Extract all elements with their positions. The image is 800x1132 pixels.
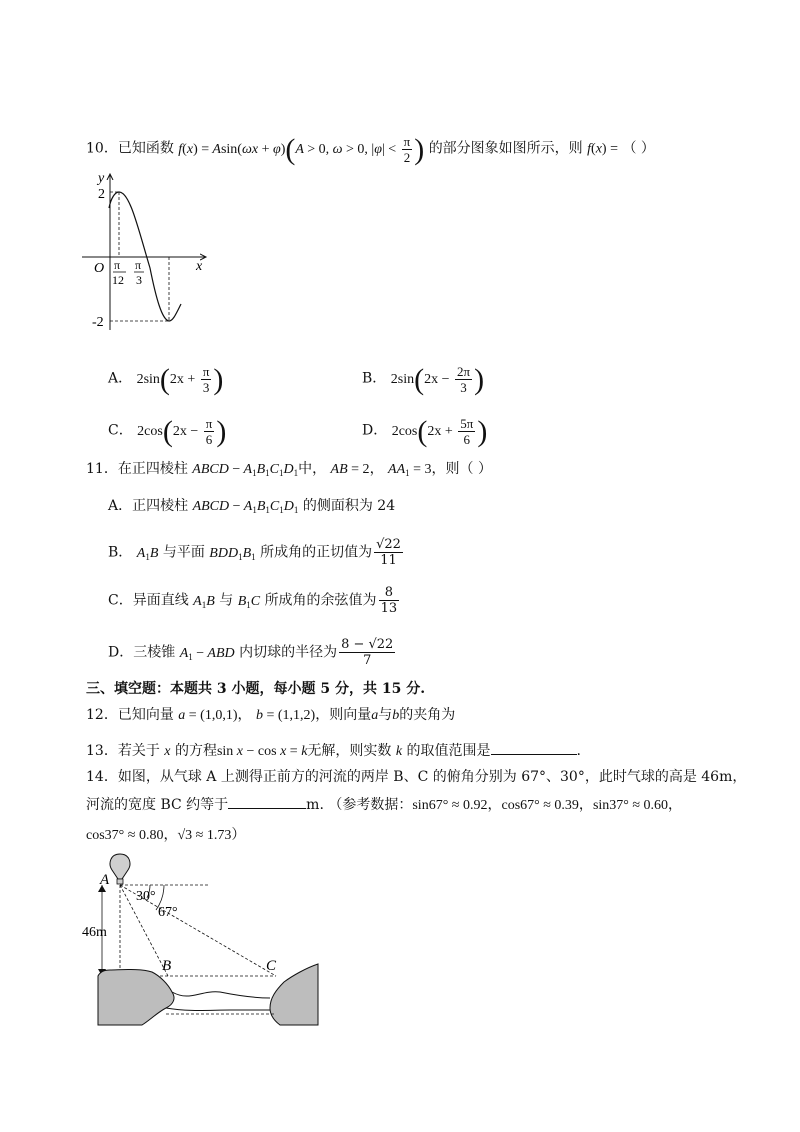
- option-label: A．: [108, 370, 133, 387]
- q14-ref-cos67: cos67° ≈ 0.39，: [501, 798, 593, 813]
- q11-number: 11．: [86, 461, 118, 477]
- option-inner: 2x −: [424, 371, 450, 387]
- section3-title: 三、填空题：本题共 3 小题，每小题 5 分，共 15 分.: [86, 681, 426, 697]
- option-label: C．: [108, 422, 133, 439]
- option-inner: 2x −: [172, 423, 199, 439]
- q14-line2: [86, 794, 682, 816]
- option-den: 6: [463, 432, 471, 447]
- q10-stem-pre: 已知函数: [117, 140, 174, 157]
- q10-fx: f(x) =: [587, 141, 618, 157]
- q14-ref-cos37: cos37° ≈ 0.80，: [86, 828, 178, 843]
- q10-stem: [86, 134, 655, 165]
- q11-option-d[interactable]: D．三棱锥 $A_1$ − ABD 内切球的半径为 $\frac{8 - √22}{7}$: [108, 637, 394, 668]
- q14-line1-text: 如图，从气球 A 上测得正前方的河流的两岸 B、C 的俯角分别为 67°、30°，此时气球的高是 46m，: [117, 769, 747, 785]
- y-axis-label: y: [98, 171, 105, 186]
- balloon-icon: [110, 854, 130, 879]
- q13-mid: 的方程: [174, 743, 217, 759]
- option-label: B．: [108, 544, 133, 561]
- option-label: B．: [362, 370, 387, 387]
- q13-end: .: [576, 743, 581, 759]
- q12-mid: ，则向量: [315, 707, 372, 723]
- q10-option-b[interactable]: B． 2sin(2x − $\frac{2\pi}{3}$ ): [362, 362, 485, 396]
- q10-option-c[interactable]: C． 2cos(2x − $\frac{\pi}{6}$ ): [108, 414, 227, 448]
- angle-30: 30°: [136, 889, 156, 904]
- option-label: D．: [362, 422, 388, 439]
- tick2-num: π: [135, 258, 142, 272]
- q14-ref-sqrt3: √3 ≈ 1.73）: [177, 828, 246, 843]
- q10-number: 10．: [86, 140, 118, 157]
- q14-line2-pre: 河流的宽度 BC 约等于: [86, 797, 229, 813]
- q10-answer-paren: （ ）: [622, 140, 655, 157]
- tick1-den: 12: [112, 273, 124, 287]
- q12-number: 12．: [86, 707, 118, 723]
- tick1-num: π: [114, 258, 121, 272]
- y-max-label: 2: [98, 187, 105, 202]
- option-func: 2cos: [137, 423, 163, 439]
- option-den: 6: [205, 432, 213, 447]
- q11-option-c[interactable]: C．异面直线 $A_1B$ 与 $B_1C$ 所成角的余弦值为 $\frac{8}{13}$: [108, 585, 398, 616]
- q11-stem: [86, 459, 492, 483]
- q11-stem-d: ，则（ ）: [431, 461, 492, 477]
- option-pre: 异面直线: [132, 592, 189, 609]
- q12: 12．已知向量 a = (1,0,1)， b = (1,1,2)，则向量a与b的夹角为: [86, 707, 456, 723]
- q13-post: 的取值范围是: [406, 743, 491, 759]
- q13-pre: 若关于: [117, 743, 160, 759]
- q11-aa1: $AA_1 = 3$: [388, 462, 432, 478]
- option-den: 3: [202, 380, 210, 395]
- q14-ref-sin67: sin67° ≈ 0.92，: [412, 798, 502, 813]
- option-inner: 2x +: [169, 371, 196, 387]
- angle-67: 67°: [158, 905, 178, 920]
- y-min-label: -2: [92, 315, 104, 330]
- q10-option-a[interactable]: A． 2sin(2x + $\frac{\pi}{3}$ ): [108, 362, 224, 396]
- option-pre: 三棱锥: [133, 644, 176, 661]
- x-axis-label: x: [196, 259, 203, 274]
- label-c: C: [266, 958, 277, 974]
- q14-number: 14．: [86, 769, 118, 785]
- option-num: 2π: [457, 364, 471, 379]
- origin-label: O: [94, 261, 105, 276]
- q12-and: 与: [378, 707, 393, 723]
- q14-line3: [86, 825, 245, 846]
- height-46m: 46m: [82, 925, 107, 940]
- option-post: 内切球的半径为: [239, 644, 338, 661]
- option-num: π: [205, 416, 213, 431]
- option-inner: 2x +: [427, 423, 453, 439]
- q11-prism: ABCD − $A_1B_1C_1D_1$: [192, 462, 299, 478]
- label-b: B: [162, 958, 172, 974]
- q10-stem-post: 的部分图象如图所示，则: [428, 140, 583, 157]
- q12-post: 的夹角为: [399, 707, 456, 723]
- option-pre: 正四棱柱: [132, 498, 189, 514]
- q12-pre: 已知向量: [117, 707, 174, 723]
- q14-ref-sin37: sin37° ≈ 0.60，: [592, 798, 683, 813]
- option-func: 2cos: [391, 423, 418, 439]
- q11-stem-a: 在正四棱柱: [117, 461, 188, 477]
- option-label: A．: [108, 498, 133, 514]
- q14-line1: [86, 767, 746, 787]
- q14-figure: [80, 852, 320, 1032]
- q11-ab: AB = 2: [330, 462, 370, 477]
- option-func: 2sin: [136, 371, 160, 387]
- q13: 13．若关于 x 的方程sin x − cos x = k无解，则实数 k 的取值范围是 .: [86, 740, 581, 762]
- q10-function-formula: f(x) = Asin(ωx + φ)(A > 0, ω > 0, |φ| < $\frac{\pi}{2}$ ): [178, 132, 425, 166]
- q10-option-d[interactable]: D． 2cos(2x + $\frac{5\pi}{6}$ ): [362, 414, 488, 448]
- option-post: 的侧面积为 24: [302, 498, 396, 514]
- q11-stem-c: ，: [369, 461, 384, 477]
- q13-mid2: 无解，则实数: [307, 743, 392, 759]
- option-post: 所成角的余弦值为: [264, 592, 377, 609]
- option-label: C．: [108, 592, 133, 609]
- q10-graph: [78, 168, 218, 338]
- option-mid: 与: [219, 592, 234, 609]
- q14-answer-blank[interactable]: [228, 794, 306, 809]
- q11-stem-b: 中，: [298, 461, 327, 477]
- q13-number: 13．: [86, 743, 118, 759]
- option-post: 所成角的正切值为: [260, 544, 373, 561]
- option-mid: 与平面: [162, 544, 205, 561]
- option-num: 5π: [460, 416, 474, 431]
- q11-option-b[interactable]: B． $A_1B$ 与平面 $BDD_1B_1$ 所成角的正切值为 $\frac{√22}{11}$: [108, 537, 401, 568]
- tick2-den: 3: [136, 273, 142, 287]
- option-label: D．: [108, 644, 134, 661]
- option-func: 2sin: [390, 371, 415, 387]
- label-a: A: [100, 872, 110, 888]
- q13-answer-blank[interactable]: [491, 740, 577, 755]
- option-num: π: [202, 364, 210, 379]
- q14-line2-post: m. （参考数据：: [306, 797, 413, 813]
- q11-option-a[interactable]: A．正四棱柱 ABCD − $A_1B_1C_1D_1$ 的侧面积为 24: [108, 498, 396, 515]
- option-den: 3: [460, 380, 467, 395]
